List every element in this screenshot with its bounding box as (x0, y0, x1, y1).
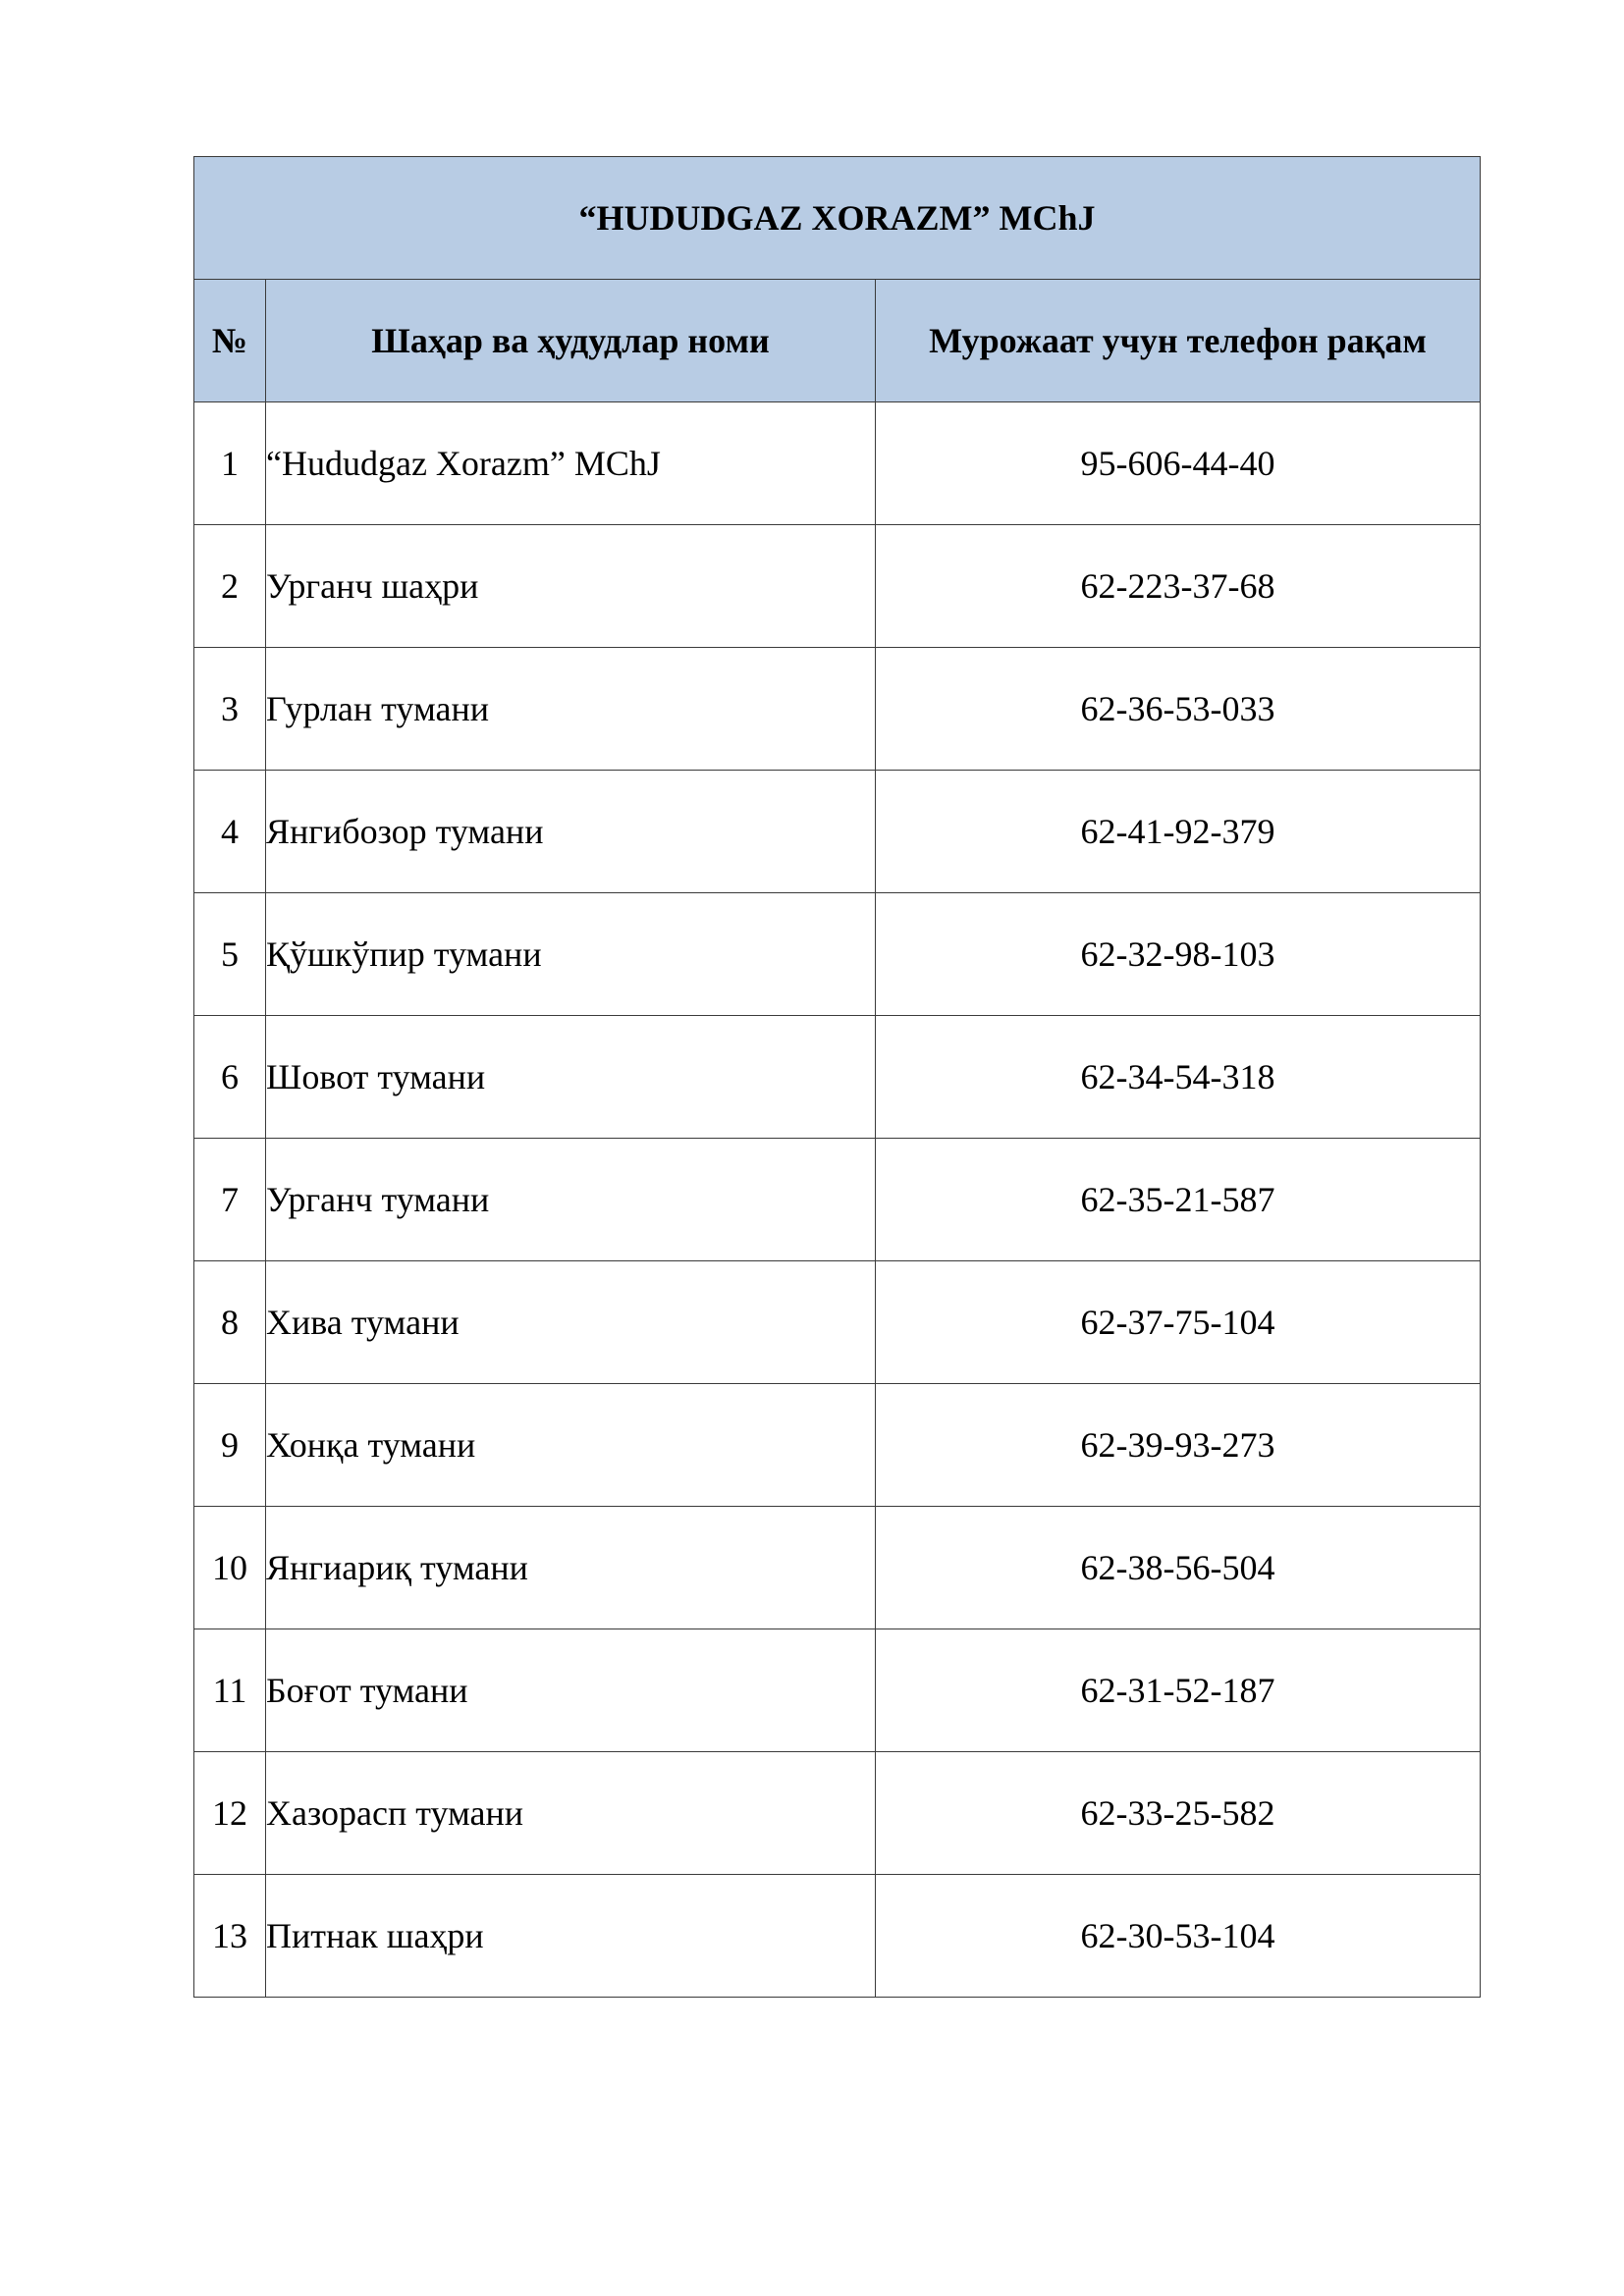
row-name: Шовот тумани (266, 1016, 876, 1139)
table-row (194, 1016, 1481, 1139)
row-name: Янгиариқ тумани (266, 1507, 876, 1629)
row-phone: 62-30-53-104 (876, 1875, 1481, 1998)
row-name: Питнак шаҳри (266, 1875, 876, 1998)
table-row (194, 1384, 1481, 1507)
table-row (194, 1507, 1481, 1629)
row-name: “Hududgaz Xorazm” MChJ (266, 402, 876, 525)
table-header-row (194, 280, 1481, 402)
row-name: Хазорасп тумани (266, 1752, 876, 1875)
table-row (194, 525, 1481, 648)
column-header-phone: Мурожаат учун телефон рақам (876, 280, 1481, 402)
row-phone: 62-223-37-68 (876, 525, 1481, 648)
table-row (194, 771, 1481, 893)
row-number: 12 (194, 1752, 266, 1875)
table-row (194, 1139, 1481, 1261)
row-number: 5 (194, 893, 266, 1016)
row-number: 6 (194, 1016, 266, 1139)
table-row (194, 1629, 1481, 1752)
row-phone: 62-34-54-318 (876, 1016, 1481, 1139)
row-phone: 62-38-56-504 (876, 1507, 1481, 1629)
table-row (194, 1752, 1481, 1875)
table-title: “HUDUDGAZ XORAZM” MChJ (194, 157, 1481, 280)
table-row (194, 893, 1481, 1016)
row-number: 13 (194, 1875, 266, 1998)
row-number: 10 (194, 1507, 266, 1629)
row-phone: 62-39-93-273 (876, 1384, 1481, 1507)
row-name: Хонқа тумани (266, 1384, 876, 1507)
row-phone: 62-35-21-587 (876, 1139, 1481, 1261)
row-name: Гурлан тумани (266, 648, 876, 771)
row-name: Урганч тумани (266, 1139, 876, 1261)
row-name: Янгибозор тумани (266, 771, 876, 893)
row-number: 9 (194, 1384, 266, 1507)
table-row (194, 1875, 1481, 1998)
row-name: Хива тумани (266, 1261, 876, 1384)
table-row (194, 1261, 1481, 1384)
row-phone: 62-32-98-103 (876, 893, 1481, 1016)
table-title-row (194, 157, 1481, 280)
row-number: 8 (194, 1261, 266, 1384)
contacts-table (193, 156, 1481, 1998)
row-phone: 62-33-25-582 (876, 1752, 1481, 1875)
column-header-name: Шаҳар ва ҳудудлар номи (266, 280, 876, 402)
row-name: Қўшкўпир тумани (266, 893, 876, 1016)
row-number: 11 (194, 1629, 266, 1752)
column-header-number: № (194, 280, 266, 402)
row-phone: 95-606-44-40 (876, 402, 1481, 525)
row-phone: 62-37-75-104 (876, 1261, 1481, 1384)
row-phone: 62-36-53-033 (876, 648, 1481, 771)
row-phone: 62-31-52-187 (876, 1629, 1481, 1752)
row-number: 1 (194, 402, 266, 525)
table-row (194, 648, 1481, 771)
row-name: Урганч шаҳри (266, 525, 876, 648)
row-number: 3 (194, 648, 266, 771)
row-phone: 62-41-92-379 (876, 771, 1481, 893)
row-number: 2 (194, 525, 266, 648)
row-number: 7 (194, 1139, 266, 1261)
table-row (194, 402, 1481, 525)
row-name: Боғот тумани (266, 1629, 876, 1752)
row-number: 4 (194, 771, 266, 893)
